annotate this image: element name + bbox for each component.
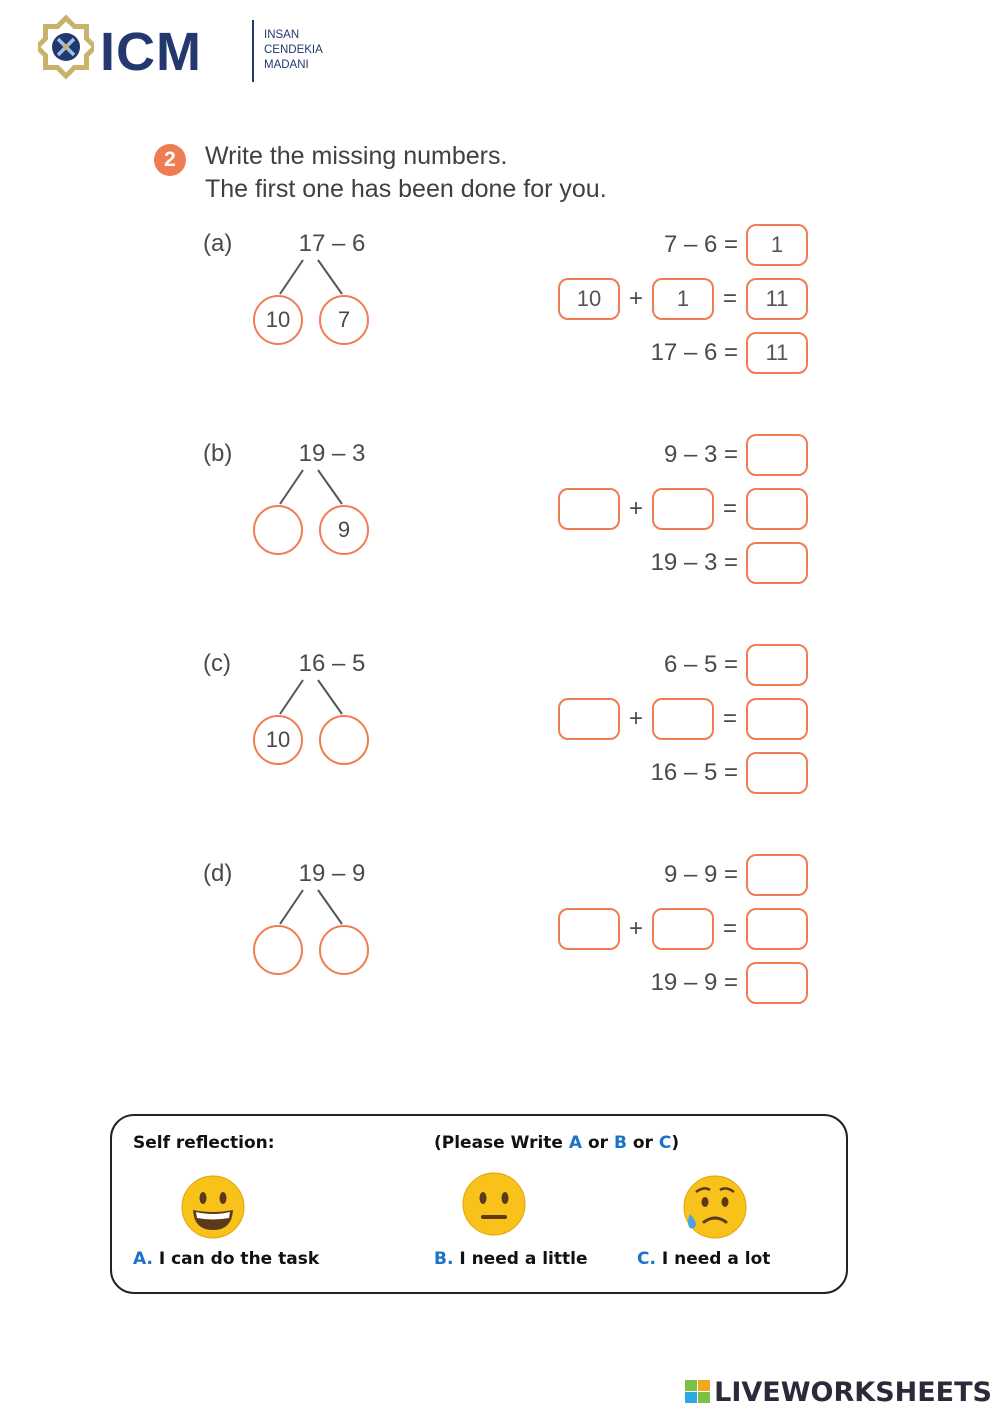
- instruction-prefix: (Please Write: [434, 1133, 569, 1153]
- equation-3-answer-box[interactable]: [746, 962, 808, 1004]
- bond-circle-right[interactable]: 7: [319, 295, 369, 345]
- option-c-text: I need a lot: [655, 1249, 771, 1269]
- bond-circle-left[interactable]: [253, 925, 303, 975]
- equation-3-text: 17 – 6 =: [650, 339, 738, 366]
- subtraction-expression: 19 – 9: [298, 860, 366, 887]
- self-reflection-instruction: [434, 1133, 679, 1153]
- liveworksheets-footer: [685, 1378, 992, 1408]
- equation-2-middle-box[interactable]: [652, 698, 714, 740]
- equation-2-left-box[interactable]: [558, 908, 620, 950]
- equation-3-text: 19 – 3 =: [650, 549, 738, 576]
- equals-sign: =: [722, 705, 737, 732]
- instruction-or: or: [582, 1133, 614, 1153]
- equals-sign: =: [722, 495, 737, 522]
- option-b-text: I need a little: [453, 1249, 588, 1269]
- question-number-badge: 2: [154, 144, 186, 176]
- section-d: [0, 860, 1000, 1030]
- equation-1-answer-box[interactable]: 1: [746, 224, 808, 266]
- question-instruction-line1: Write the missing numbers.: [205, 142, 508, 170]
- icm-logo: [38, 14, 323, 84]
- neutral-face-icon: [461, 1171, 527, 1237]
- equation-1-answer-box[interactable]: [746, 434, 808, 476]
- section-label: (c): [203, 650, 231, 677]
- footer-brand-text: LIVEWORKSHEETS: [714, 1377, 992, 1408]
- option-a-text: I can do the task: [152, 1249, 320, 1269]
- equation-1-text: 7 – 6 =: [663, 231, 738, 258]
- section-label: (a): [203, 230, 233, 257]
- bond-circle-right[interactable]: [319, 715, 369, 765]
- equation-1-answer-box[interactable]: [746, 644, 808, 686]
- self-reflection-box: [110, 1114, 848, 1294]
- section-c: [0, 650, 1000, 820]
- section-a: [0, 230, 1000, 400]
- equals-sign: =: [722, 285, 737, 312]
- number-bond-branches: [270, 258, 350, 298]
- option-c-letter: C.: [637, 1249, 656, 1269]
- section-b: [0, 440, 1000, 610]
- instruction-option-b: B: [613, 1133, 627, 1153]
- plus-sign: +: [628, 705, 643, 732]
- equation-1-text: 6 – 5 =: [663, 651, 738, 678]
- bond-circle-left[interactable]: 10: [253, 295, 303, 345]
- equation-2-middle-box[interactable]: [652, 488, 714, 530]
- bond-circle-left[interactable]: 10: [253, 715, 303, 765]
- bond-circle-right[interactable]: [319, 925, 369, 975]
- self-reflection-title: Self reflection:: [133, 1133, 275, 1153]
- liveworksheets-logo-icon: [685, 1380, 711, 1404]
- plus-sign: +: [628, 915, 643, 942]
- subtraction-expression: 17 – 6: [298, 230, 366, 257]
- grinning-face-icon: [180, 1174, 246, 1240]
- bond-circle-left[interactable]: [253, 505, 303, 555]
- equation-2-answer-box[interactable]: [746, 698, 808, 740]
- option-a-letter: A.: [133, 1249, 153, 1269]
- instruction-option-a: A: [568, 1133, 583, 1153]
- plus-sign: +: [628, 495, 643, 522]
- option-a-label: [133, 1249, 319, 1269]
- plus-sign: +: [628, 285, 643, 312]
- equation-3-text: 16 – 5 =: [650, 759, 738, 786]
- number-bond-branches: [270, 678, 350, 718]
- bond-circle-right[interactable]: 9: [319, 505, 369, 555]
- subtraction-expression: 19 – 3: [298, 440, 366, 467]
- equation-3-text: 19 – 9 =: [650, 969, 738, 996]
- equation-3-answer-box[interactable]: 11: [746, 332, 808, 374]
- equation-2-middle-box[interactable]: 1: [652, 278, 714, 320]
- instruction-option-c: C: [658, 1133, 672, 1153]
- equation-3-answer-box[interactable]: [746, 542, 808, 584]
- subtraction-expression: 16 – 5: [298, 650, 366, 677]
- logo-divider: [252, 20, 254, 82]
- equals-sign: =: [722, 915, 737, 942]
- instruction-or: or: [626, 1133, 659, 1153]
- question-instruction-line2: The first one has been done for you.: [205, 175, 607, 203]
- logo-brand-text: ICM: [100, 22, 202, 82]
- equation-1-answer-box[interactable]: [746, 854, 808, 896]
- option-b-label: [434, 1249, 588, 1269]
- equation-1-text: 9 – 3 =: [663, 441, 738, 468]
- equation-2-middle-box[interactable]: [652, 908, 714, 950]
- equation-2-answer-box[interactable]: 11: [746, 278, 808, 320]
- option-b-letter: B.: [434, 1249, 454, 1269]
- section-label: (d): [203, 860, 233, 887]
- equation-2-answer-box[interactable]: [746, 488, 808, 530]
- equation-2-answer-box[interactable]: [746, 908, 808, 950]
- option-c-label: [637, 1249, 770, 1269]
- equation-2-left-box[interactable]: 10: [558, 278, 620, 320]
- equation-3-answer-box[interactable]: [746, 752, 808, 794]
- section-label: (b): [203, 440, 233, 467]
- equation-2-left-box[interactable]: [558, 488, 620, 530]
- equation-2-left-box[interactable]: [558, 698, 620, 740]
- number-bond-branches: [270, 468, 350, 508]
- instruction-suffix: ): [671, 1133, 680, 1153]
- number-bond-branches: [270, 888, 350, 928]
- icm-emblem-icon: [38, 14, 94, 84]
- sad-sweat-face-icon: [682, 1174, 748, 1240]
- logo-subtitle: INSAN CENDEKIA MADANI: [264, 29, 323, 71]
- equation-1-text: 9 – 9 =: [663, 861, 738, 888]
